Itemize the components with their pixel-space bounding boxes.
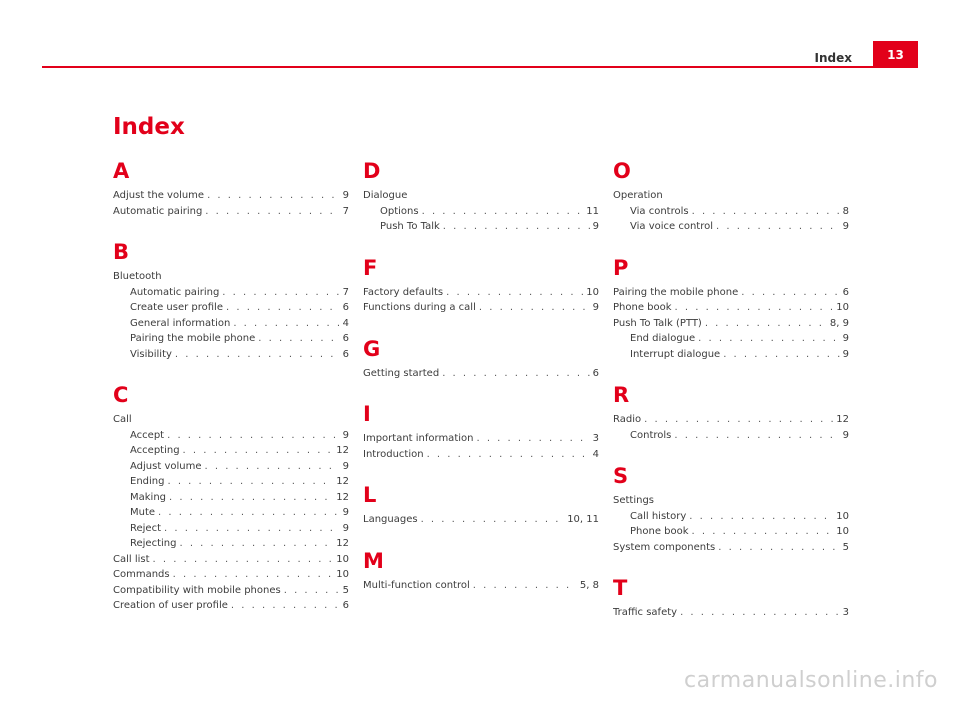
entry-label: System components <box>613 540 715 556</box>
index-subentry[interactable] <box>113 331 349 347</box>
leader-dots <box>443 219 590 235</box>
page-reference: 10 <box>836 524 849 540</box>
index-subentry[interactable] <box>113 521 349 537</box>
page-reference: 3 <box>843 605 849 621</box>
index-entry[interactable] <box>613 316 849 332</box>
entry-label: General information <box>130 316 230 332</box>
entry-label: Adjust volume <box>130 459 201 475</box>
page-reference: 9 <box>343 428 349 444</box>
section-letter: A <box>113 159 130 183</box>
index-subentry[interactable] <box>613 347 849 363</box>
page-reference: 7 <box>343 204 349 220</box>
page-reference: 9 <box>593 219 599 235</box>
page-reference: 12 <box>336 443 349 459</box>
index-entry[interactable] <box>113 567 349 583</box>
index-entry[interactable] <box>113 204 349 220</box>
page-reference: 9 <box>843 331 849 347</box>
entry-label: Rejecting <box>130 536 176 552</box>
leader-dots <box>674 428 839 444</box>
page-number-badge <box>873 41 918 68</box>
page-heading: Index <box>113 114 185 140</box>
entry-label: Mute <box>130 505 155 521</box>
index-entry[interactable] <box>363 447 599 463</box>
section-letter: M <box>363 548 384 573</box>
page-reference: 7 <box>343 285 349 301</box>
page-reference: 8 <box>843 204 849 220</box>
leader-dots <box>718 540 839 556</box>
section-letter: D <box>363 159 381 183</box>
entry-label: Multi-function control <box>363 578 470 594</box>
page-reference: 5 <box>343 583 349 599</box>
index-entry[interactable] <box>363 285 599 301</box>
page-reference: 12 <box>336 536 349 552</box>
page-reference: 4 <box>343 316 349 332</box>
index-section-m <box>363 548 599 594</box>
page-reference: 6 <box>343 331 349 347</box>
entry-label: Introduction <box>363 447 424 463</box>
leader-dots <box>698 331 839 347</box>
index-subentry[interactable] <box>113 428 349 444</box>
page-reference: 10, 11 <box>567 512 599 528</box>
leader-dots <box>716 219 840 235</box>
entry-label: Functions during a call <box>363 300 476 316</box>
entry-label: Adjust the volume <box>113 188 204 204</box>
index-entry[interactable] <box>363 366 599 382</box>
index-subentry[interactable] <box>613 331 849 347</box>
index-subentry[interactable] <box>113 459 349 475</box>
entry-label: Via controls <box>630 204 689 220</box>
index-subentry[interactable] <box>113 285 349 301</box>
leader-dots <box>421 512 565 528</box>
entry-label: Accepting <box>130 443 180 459</box>
leader-dots <box>284 583 340 599</box>
page-reference: 5 <box>843 540 849 556</box>
entry-label: Languages <box>363 512 418 528</box>
page-reference: 10 <box>336 552 349 568</box>
leader-dots <box>723 347 839 363</box>
index-section-d <box>363 158 599 235</box>
index-section-g <box>363 336 599 382</box>
entry-label: Ending <box>130 474 164 490</box>
index-section-s <box>613 463 849 555</box>
entry-label: Radio <box>613 412 641 428</box>
index-entry[interactable] <box>113 552 349 568</box>
index-entry[interactable] <box>613 540 849 556</box>
entry-label: Interrupt dialogue <box>630 347 720 363</box>
page-reference: 6 <box>843 285 849 301</box>
entry-label: Making <box>130 490 166 506</box>
index-subentry[interactable] <box>613 524 849 540</box>
section-letter: G <box>363 336 381 361</box>
leader-dots <box>226 300 340 316</box>
leader-dots <box>479 300 590 316</box>
entry-label: Call list <box>113 552 150 568</box>
page-reference: 10 <box>336 567 349 583</box>
leader-dots <box>153 552 334 568</box>
leader-dots <box>158 505 340 521</box>
section-letter: S <box>613 464 629 488</box>
section-letter: L <box>363 483 377 507</box>
index-section-t <box>613 575 849 621</box>
section-letter: B <box>113 240 130 264</box>
index-entry[interactable] <box>363 578 599 594</box>
leader-dots <box>692 204 840 220</box>
index-entry[interactable] <box>113 598 349 614</box>
page-reference: 5, 8 <box>580 578 599 594</box>
index-entry[interactable] <box>113 583 349 599</box>
leader-dots <box>427 447 590 463</box>
watermark: carmanualsonline.info <box>684 668 938 693</box>
leader-dots <box>207 188 340 204</box>
page-reference: 12 <box>336 490 349 506</box>
entry-label: Options <box>380 204 419 220</box>
page-reference: 12 <box>336 474 349 490</box>
page-reference: 6 <box>343 347 349 363</box>
leader-dots <box>167 474 333 490</box>
entry-label: Automatic pairing <box>113 204 202 220</box>
page-reference: 6 <box>593 366 599 382</box>
entry-label: End dialogue <box>630 331 695 347</box>
leader-dots <box>675 300 834 316</box>
section-letter: T <box>613 576 628 600</box>
page-reference: 9 <box>843 347 849 363</box>
section-letter: C <box>113 383 129 407</box>
leader-dots <box>183 443 334 459</box>
header-rule <box>42 66 918 68</box>
leader-dots <box>204 459 339 475</box>
leader-dots <box>473 578 577 594</box>
index-section-o <box>613 158 849 235</box>
index-column-1 <box>113 158 349 634</box>
index-section-i <box>363 401 599 462</box>
index-subentry[interactable] <box>113 505 349 521</box>
entry-label: Via voice control <box>630 219 713 235</box>
leader-dots <box>205 204 339 220</box>
page-reference: 9 <box>343 521 349 537</box>
index-section-f <box>363 255 599 316</box>
section-letter: O <box>613 159 631 183</box>
index-entry[interactable] <box>613 412 849 428</box>
index-column-2 <box>363 158 599 613</box>
index-subentry[interactable] <box>613 428 849 444</box>
entry-label: Reject <box>130 521 161 537</box>
index-subentry[interactable] <box>113 490 349 506</box>
header-title: Index <box>814 51 852 65</box>
leader-dots <box>689 509 833 525</box>
page-reference: 3 <box>593 431 599 447</box>
index-entry[interactable] <box>363 431 599 447</box>
page-reference: 10 <box>836 300 849 316</box>
entry-label: Push To Talk (PTT) <box>613 316 702 332</box>
leader-dots <box>169 490 333 506</box>
entry-label: Pairing the mobile phone <box>130 331 255 347</box>
index-column-3 <box>613 158 849 641</box>
leader-dots <box>442 366 589 382</box>
index-subentry[interactable] <box>113 443 349 459</box>
page-number: 13 <box>887 47 904 62</box>
section-letter: P <box>613 255 629 280</box>
leader-dots <box>233 316 339 332</box>
page-reference: 9 <box>843 428 849 444</box>
index-subentry[interactable] <box>613 204 849 220</box>
index-subentry[interactable] <box>113 300 349 316</box>
page-reference: 6 <box>343 300 349 316</box>
entry-label: Factory defaults <box>363 285 443 301</box>
section-letter: I <box>363 402 371 426</box>
index-entry[interactable] <box>613 605 849 621</box>
page-reference: 10 <box>586 285 599 301</box>
index-term[interactable]: Call <box>113 414 132 425</box>
leader-dots <box>231 598 340 614</box>
entry-label: Create user profile <box>130 300 223 316</box>
index-entry[interactable] <box>613 300 849 316</box>
index-subentry[interactable] <box>363 219 599 235</box>
index-section-c <box>113 382 349 614</box>
entry-label: Phone book <box>630 524 689 540</box>
leader-dots <box>164 521 340 537</box>
leader-dots <box>741 285 839 301</box>
page-reference: 9 <box>843 219 849 235</box>
index-subentry[interactable] <box>613 509 849 525</box>
entry-label: Automatic pairing <box>130 285 219 301</box>
page-reference: 12 <box>836 412 849 428</box>
entry-label: Traffic safety <box>613 605 677 621</box>
page-reference: 9 <box>343 188 349 204</box>
index-subentry[interactable] <box>113 316 349 332</box>
leader-dots <box>222 285 339 301</box>
page-reference: 4 <box>593 447 599 463</box>
entry-label: Controls <box>630 428 671 444</box>
leader-dots <box>422 204 584 220</box>
leader-dots <box>179 536 333 552</box>
entry-label: Creation of user profile <box>113 598 228 614</box>
index-term[interactable]: Settings <box>613 495 655 506</box>
entry-label: Push To Talk <box>380 219 440 235</box>
index-subentry[interactable] <box>113 474 349 490</box>
leader-dots <box>446 285 583 301</box>
index-subentry[interactable] <box>113 347 349 363</box>
index-entry[interactable] <box>613 285 849 301</box>
section-letter: F <box>363 255 378 280</box>
index-term[interactable]: Dialogue <box>363 190 408 201</box>
entry-label: Visibility <box>130 347 172 363</box>
page-reference: 11 <box>586 204 599 220</box>
index-entry[interactable] <box>113 188 349 204</box>
page-reference: 10 <box>836 509 849 525</box>
page-reference: 9 <box>343 505 349 521</box>
index-subentry[interactable] <box>363 204 599 220</box>
section-letter: R <box>613 383 630 407</box>
index-section-p <box>613 255 849 363</box>
index-term[interactable]: Bluetooth <box>113 271 162 282</box>
leader-dots <box>692 524 834 540</box>
entry-label: Call history <box>630 509 686 525</box>
page-reference: 8, 9 <box>830 316 849 332</box>
leader-dots <box>680 605 840 621</box>
page-reference: 9 <box>593 300 599 316</box>
index-entry[interactable] <box>363 512 599 528</box>
index-subentry[interactable] <box>113 536 349 552</box>
index-section-l <box>363 482 599 528</box>
entry-label: Getting started <box>363 366 439 382</box>
entry-label: Accept <box>130 428 164 444</box>
leader-dots <box>644 412 833 428</box>
entry-label: Commands <box>113 567 170 583</box>
leader-dots <box>258 331 339 347</box>
leader-dots <box>175 347 340 363</box>
index-section-r <box>613 382 849 443</box>
leader-dots <box>173 567 334 583</box>
entry-label: Compatibility with mobile phones <box>113 583 281 599</box>
leader-dots <box>167 428 340 444</box>
index-section-b <box>113 239 349 362</box>
index-entry[interactable] <box>363 300 599 316</box>
leader-dots <box>476 431 589 447</box>
entry-label: Important information <box>363 431 473 447</box>
index-term[interactable]: Operation <box>613 190 663 201</box>
entry-label: Pairing the mobile phone <box>613 285 738 301</box>
leader-dots <box>705 316 827 332</box>
page-reference: 6 <box>343 598 349 614</box>
index-subentry[interactable] <box>613 219 849 235</box>
entry-label: Phone book <box>613 300 672 316</box>
index-section-a <box>113 158 349 219</box>
page-reference: 9 <box>343 459 349 475</box>
